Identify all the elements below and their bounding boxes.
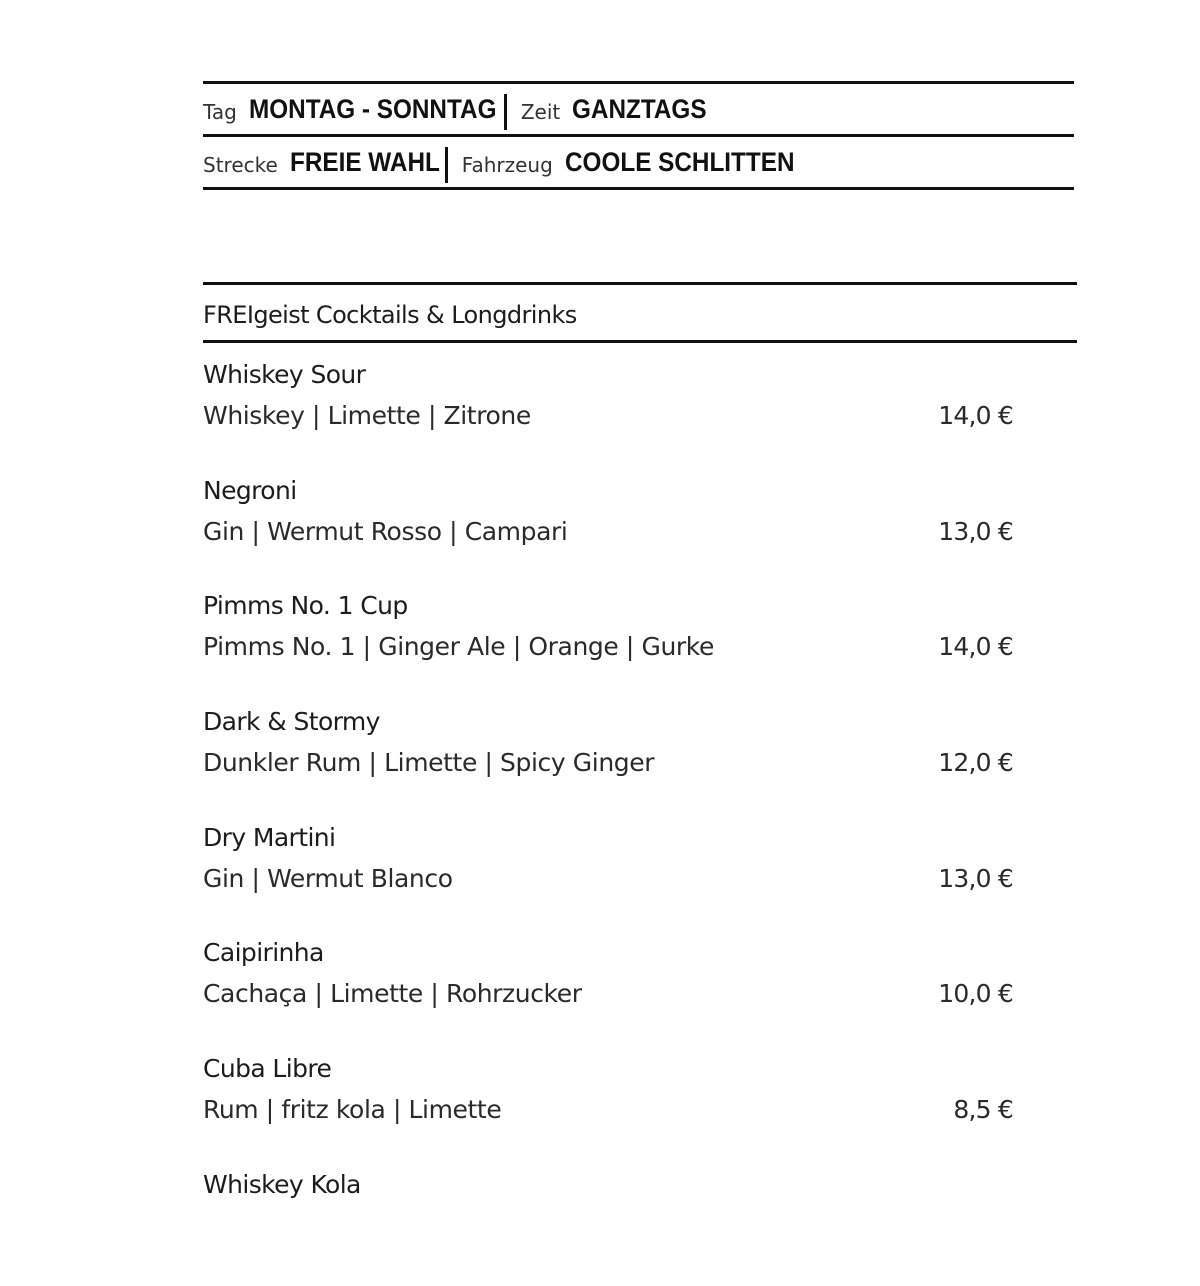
vehicle-value: COOLE SCHLITTEN — [564, 146, 795, 177]
item-description: Gin | Wermut Blanco — [203, 863, 453, 893]
item-name: Whiskey Kola — [203, 1169, 361, 1199]
menu-item — [203, 823, 1013, 939]
info-row-route-vehicle — [203, 137, 1074, 187]
item-price: 12,0 € — [938, 748, 1013, 778]
item-name: Cuba Libre — [203, 1054, 332, 1084]
info-bottom-rule — [203, 187, 1074, 190]
item-name: Negroni — [203, 475, 297, 505]
item-price: 10,0 € — [938, 979, 1013, 1009]
menu-item — [203, 360, 1013, 476]
vehicle-label: Fahrzeug — [461, 153, 553, 177]
item-name: Pimms No. 1 Cup — [203, 591, 408, 621]
info-separator — [445, 147, 448, 183]
item-description: Dunkler Rum | Limette | Spicy Ginger — [203, 748, 655, 778]
item-name: Dark & Stormy — [203, 707, 380, 737]
item-price: 13,0 € — [938, 516, 1013, 546]
item-description: Whiskey | Limette | Zitrone — [203, 401, 531, 430]
info-row-day-time — [203, 84, 1074, 134]
menu-section-header — [203, 282, 1077, 343]
item-price: 14,0 € — [938, 401, 1013, 430]
route-value: FREIE WAHL — [289, 146, 440, 177]
item-description: Rum | fritz kola | Limette — [203, 1095, 502, 1125]
menu-item — [203, 591, 1013, 707]
day-value: MONTAG - SONNTAG — [248, 93, 497, 124]
time-value: GANZTAGS — [572, 93, 707, 124]
route-label: Strecke — [203, 153, 278, 177]
menu-item — [203, 476, 1013, 592]
menu-item — [203, 1054, 1013, 1170]
menu-item — [203, 1170, 1013, 1286]
time-label: Zeit — [520, 100, 561, 124]
item-description: Pimms No. 1 | Ginger Ale | Orange | Gurke — [203, 632, 714, 662]
menu-item-list — [203, 360, 1013, 1286]
info-separator — [504, 94, 507, 130]
item-price: 13,0 € — [938, 863, 1013, 893]
day-label: Tag — [203, 100, 237, 124]
menu-item — [203, 707, 1013, 823]
item-name: Caipirinha — [203, 938, 324, 968]
item-price: 8,5 € — [953, 1095, 1013, 1125]
item-name: Dry Martini — [203, 822, 336, 852]
section-bottom-rule — [203, 340, 1077, 343]
info-block — [203, 81, 1074, 190]
item-name: Whiskey Sour — [203, 360, 366, 389]
item-description: Gin | Wermut Rosso | Campari — [203, 516, 568, 546]
item-price: 14,0 € — [938, 632, 1013, 662]
section-title: FREIgeist Cocktails & Longdrinks — [203, 300, 577, 329]
item-description: Cachaça | Limette | Rohrzucker — [203, 979, 582, 1009]
menu-item — [203, 938, 1013, 1054]
